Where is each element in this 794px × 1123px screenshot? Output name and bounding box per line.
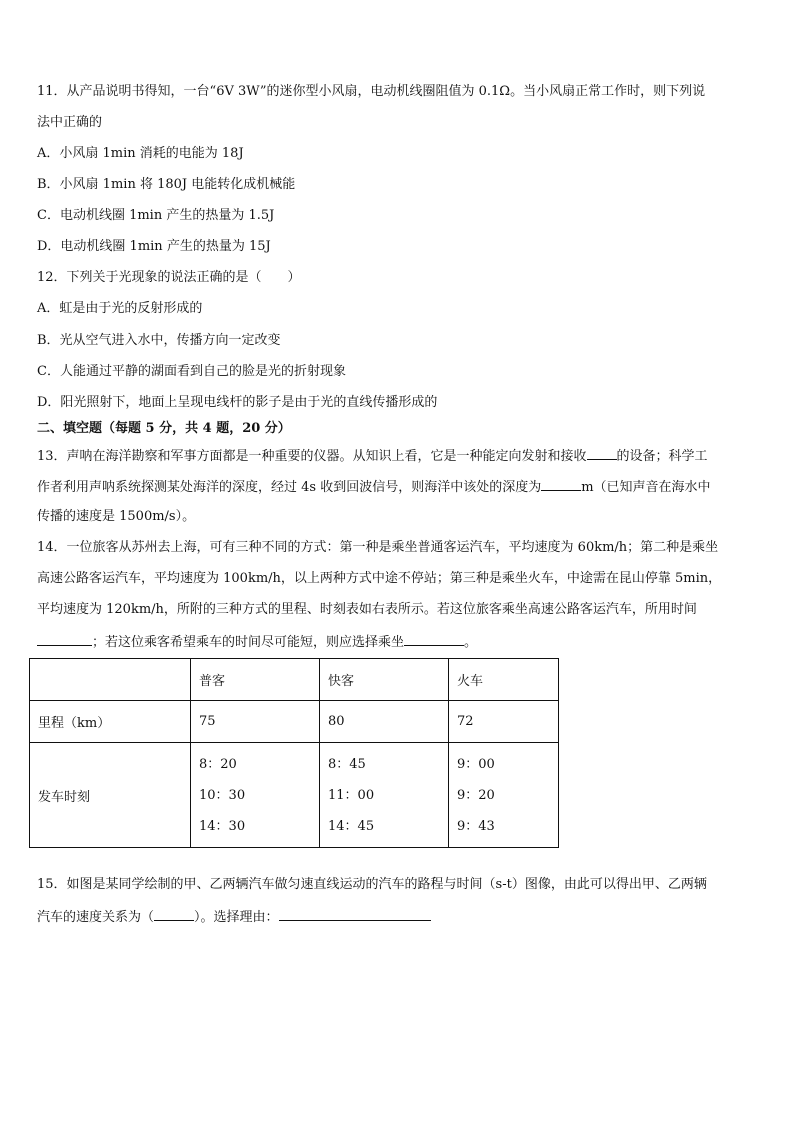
q15-line1: 15．如图是某同学绘制的甲、乙两辆汽车做匀速直线运动的汽车的路程与时间（s-t）图像，由此可以得出甲、乙两辆 [37, 877, 707, 892]
q12-stem: 12．下列关于光现象的说法正确的是（ ） [37, 270, 301, 285]
table-cell: 80 [320, 701, 449, 743]
table-header-cell: 快客 [320, 659, 449, 701]
q15-text-2b: ）。选择理由： [194, 910, 279, 925]
q14-line1: 14．一位旅客从苏州去上海，可有三种不同的方式：第一种是乘坐普通客运汽车，平均速度为 60km/h；第二种是乘坐 [37, 540, 719, 555]
departure-time: 9：00 [457, 756, 495, 772]
departure-time: 8：20 [199, 756, 237, 772]
mileage-label: 里程（km） [30, 701, 191, 743]
q11-option-c: C．电动机线圈 1min 产生的热量为 1.5J [37, 208, 275, 223]
q11-option-b: B．小风扇 1min 将 180J 电能转化成机械能 [37, 177, 296, 192]
departure-times-cell [191, 743, 320, 848]
table-header-row [30, 659, 559, 701]
q12-option-d: D．阳光照射下，地面上呈现电线杆的影子是由于光的直线传播形成的 [37, 395, 438, 410]
q12-option-b: B．光从空气进入水中，传播方向一定改变 [37, 333, 281, 348]
q13-answer-blank-2[interactable] [541, 477, 581, 491]
departure-time: 9：43 [457, 818, 495, 834]
q12-option-a: A．虹是由于光的反射形成的 [37, 301, 203, 316]
q14-answer-blank-2[interactable] [404, 632, 464, 646]
q11-option-a: A．小风扇 1min 消耗的电能为 18J [37, 146, 244, 161]
schedule-table [29, 658, 559, 848]
q13-answer-blank-1[interactable] [587, 446, 617, 460]
q14-line3: 平均速度为 120km/h，所附的三种方式的里程、时刻表如右表所示。若这位旅客乘坐高速公路客运汽车，所用时间 [37, 602, 697, 617]
q15-answer-blank-1[interactable] [154, 907, 194, 921]
table-cell: 75 [191, 701, 320, 743]
departure-label: 发车时刻 [30, 743, 191, 848]
q14-text-4a: ；若这位乘客希望乘车的时间尽可能短，则应选择乘坐 [92, 635, 405, 650]
table-row-mileage [30, 701, 559, 743]
section-heading-fill-in: 二、填空题（每题 5 分，共 4 题，20 分） [37, 421, 291, 436]
q13-line1 [37, 446, 708, 466]
q14-answer-blank-1[interactable] [37, 632, 92, 646]
q15-line2 [37, 907, 431, 927]
departure-time: 14：30 [199, 818, 246, 834]
departure-times-cell [320, 743, 449, 848]
departure-time: 9：20 [457, 787, 495, 803]
table-header-cell [30, 659, 191, 701]
departure-times-cell [449, 743, 559, 848]
departure-time: 8：45 [328, 756, 366, 772]
departure-time: 11：00 [328, 787, 375, 803]
q13-text-1a: 13．声呐在海洋勘察和军事方面都是一种重要的仪器。从知识上看，它是一种能定向发射和接收 [37, 449, 587, 464]
q11-stem-line2: 法中正确的 [37, 115, 103, 130]
table-header-cell: 火车 [449, 659, 559, 701]
table-header-cell: 普客 [191, 659, 320, 701]
departure-time: 14：45 [328, 818, 375, 834]
table-cell: 72 [449, 701, 559, 743]
q13-text-1b: 的设备；科学工 [616, 449, 708, 464]
q13-text-2b: m（已知声音在海水中 [581, 480, 711, 495]
q13-line2 [37, 477, 711, 497]
q15-answer-blank-2[interactable] [279, 907, 431, 921]
table-row-departures [30, 743, 559, 848]
q15-text-2a: 汽车的速度关系为（ [37, 910, 155, 925]
q12-option-c: C．人能通过平静的湖面看到自己的脸是光的折射现象 [37, 364, 346, 379]
q13-text-2a: 作者利用声呐系统探测某处海洋的深度，经过 4s 收到回波信号，则海洋中该处的深度为 [37, 480, 542, 495]
q14-text-4b: 。 [464, 635, 478, 650]
q13-line3: 传播的速度是 1500m/s）。 [37, 509, 196, 524]
departure-time: 10：30 [199, 787, 246, 803]
q14-line4 [37, 632, 477, 652]
q11-stem-line1: 11．从产品说明书得知，一台“6V 3W”的迷你型小风扇，电动机线圈阻值为 0.1Ω。当小风扇正常工作时，则下列说 [37, 84, 706, 99]
q14-line2: 高速公路客运汽车，平均速度为 100km/h，以上两种方式中途不停站；第三种是乘坐火车，中途需在昆山停靠 5min， [37, 571, 722, 586]
q11-option-d: D．电动机线圈 1min 产生的热量为 15J [37, 239, 271, 254]
